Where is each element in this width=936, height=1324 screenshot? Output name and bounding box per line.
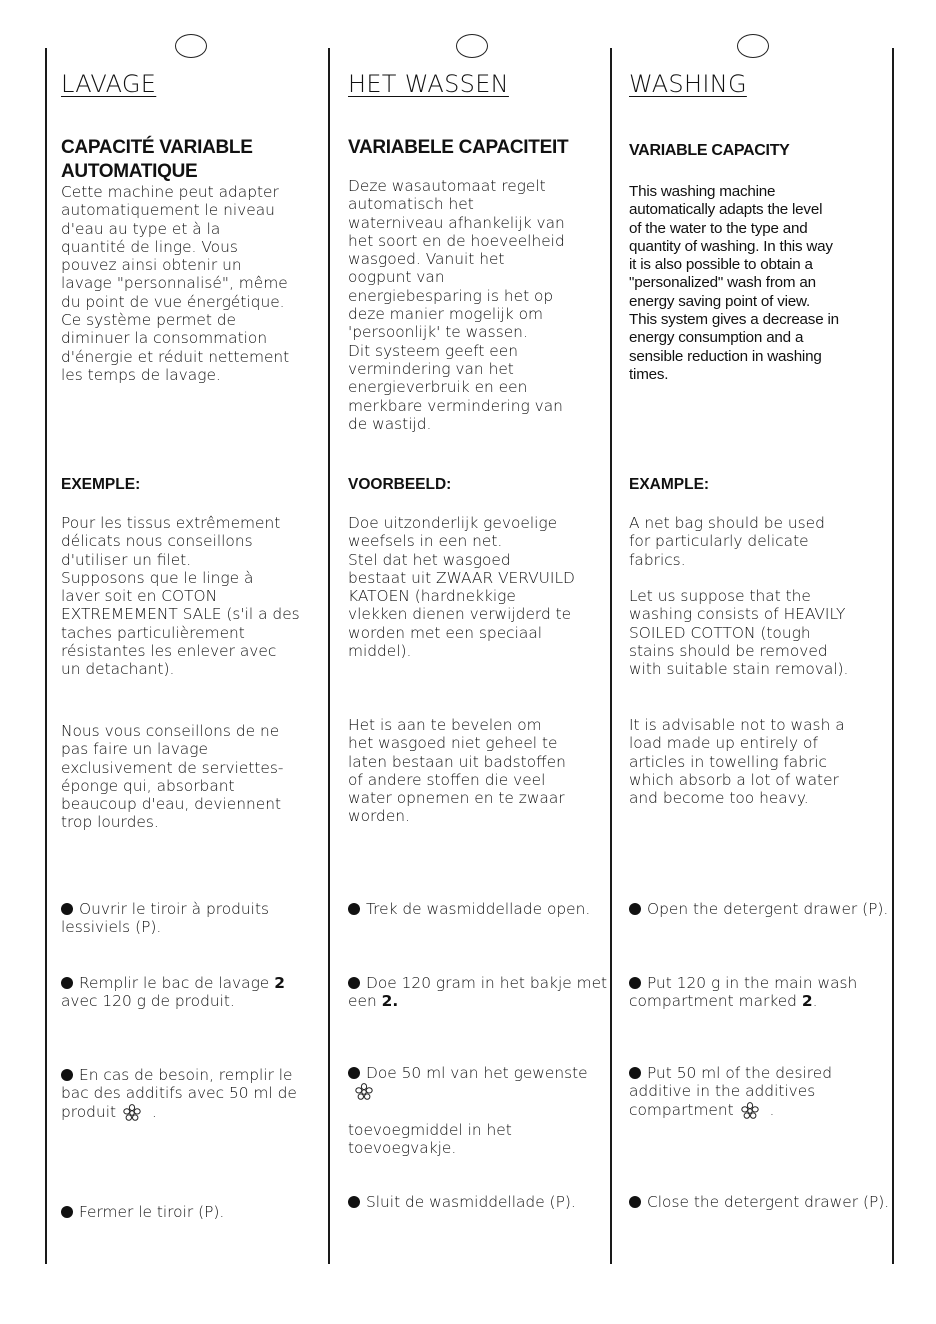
language-marker-oval xyxy=(175,34,207,58)
step-fill-additive: Doe 50 ml van het gewenste toevoegmiddel in het toevoegvakje. xyxy=(348,1064,610,1157)
column-rule-left xyxy=(45,48,47,1264)
example-label: EXEMPLE: xyxy=(61,476,141,493)
example-paragraph: Doe uitzonderlijk gevoelige weefsels in een net. Stel dat het wasgoed bestaat uit ZWAAR VERVUILD KATOEN (hardnekkige vlekken dienen verwijderd te worden met een speciaal middel). xyxy=(348,514,575,661)
intro-paragraph: Cette machine peut adapter automatiquement le niveau d'eau au type et à la quantité de linge. Vous pouvez ainsi obtenir un lavage "personnalisé", même du point de vue énergétique. Ce système permet de diminuer la consommation d'énergie et réduit nettement les temps de lavage. xyxy=(61,183,290,384)
step-open-drawer: Ouvrir le tiroir à produits lessiviels (P). xyxy=(61,900,270,937)
compartment-number: 2. xyxy=(381,992,399,1011)
column-rule-mid-2 xyxy=(610,48,612,1264)
advice-paragraph: It is advisable not to wash a load made up entirely of articles in towelling fabric which absorb a lot of water and become too heavy. xyxy=(629,716,845,808)
compartment-number: 2 xyxy=(274,974,285,992)
step-fill-main-wash: Remplir le bac de lavage 2 avec 120 g de produit. xyxy=(61,974,285,1011)
bullet-icon xyxy=(629,977,641,989)
step-open-drawer: Trek de wasmiddellade open. xyxy=(348,900,610,918)
example-paragraph: Pour les tissus extrêmement délicats nous conseillons d'utiliser un filet. Supposons que le linge à laver soit en COTON EXTREMEMENT SALE (s'il a des taches particulièrement résistantes les enlever avec un detachant). xyxy=(61,514,300,679)
example-label: EXAMPLE: xyxy=(629,476,710,493)
language-marker-oval xyxy=(456,34,488,58)
bullet-icon xyxy=(348,1067,360,1079)
bullet-icon xyxy=(61,903,73,915)
bullet-icon xyxy=(61,1206,73,1218)
step-close-drawer: Sluit de wasmiddellade (P). xyxy=(348,1193,610,1211)
bullet-icon xyxy=(61,977,73,989)
bullet-icon xyxy=(629,1067,641,1079)
additive-flower-icon xyxy=(740,1101,760,1125)
step-fill-additive-continued: toevoegmiddel in het toevoegvakje. xyxy=(348,1120,512,1157)
advice-paragraph: Nous vous conseillons de ne pas faire un lavage exclusivement de serviettes- éponge qui, absorbant beaucoup d'eau, deviennent trop lourdes. xyxy=(61,722,284,832)
bullet-icon xyxy=(629,903,641,915)
bullet-icon xyxy=(348,1196,360,1208)
section-title: WASHING xyxy=(629,70,747,98)
step-close-drawer: Close the detergent drawer (P). xyxy=(629,1193,891,1211)
intro-paragraph: This washing machine automatically adapts the level of the water to the type and quantity of washing. In this way it is also possible to obtain a "personalized" wash from an energy saving point of view. This system gives a decrease in energy consumption and a sensible reduction in washing times. xyxy=(629,183,839,383)
section-heading: VARIABLE CAPACITY xyxy=(629,142,790,159)
step-fill-main-wash: Doe 120 gram in het bakje met een 2. xyxy=(348,974,608,1011)
section-title: LAVAGE xyxy=(61,70,157,98)
additive-flower-icon xyxy=(122,1103,142,1127)
step-fill-additive: Put 50 ml of the desired additive in the additives compartment . xyxy=(629,1064,891,1125)
bullet-icon xyxy=(61,1069,73,1081)
bullet-icon xyxy=(348,977,360,989)
section-heading: VARIABELE CAPACITEIT xyxy=(348,137,569,158)
step-open-drawer: Open the detergent drawer (P). xyxy=(629,900,891,918)
example-label: VOORBEELD: xyxy=(348,476,452,493)
compartment-number: 2 xyxy=(801,992,813,1011)
language-marker-oval xyxy=(737,34,769,58)
step-fill-main-wash: Put 120 g in the main wash compartment marked 2. xyxy=(629,974,858,1011)
section-heading: CAPACITÉ VARIABLE AUTOMATIQUE xyxy=(61,137,253,182)
column-rule-right xyxy=(892,48,894,1264)
bullet-icon xyxy=(348,903,360,915)
bullet-icon xyxy=(629,1196,641,1208)
advice-paragraph: Het is aan te bevelen om het wasgoed niet geheel te laten bestaan uit badstoffen of andere stoffen die veel water opnemen en te zwaar worden. xyxy=(348,716,566,826)
step-fill-additive: En cas de besoin, remplir le bac des additifs avec 50 ml de produit . xyxy=(61,1066,323,1127)
example-paragraph: A net bag should be used for particularly delicate fabrics. Let us suppose that the washing consists of HEAVILY SOILED COTTON (tough stains should be removed with suitable stain removal). xyxy=(629,514,849,679)
column-rule-mid-1 xyxy=(328,48,330,1264)
step-close-drawer: Fermer le tiroir (P). xyxy=(61,1203,323,1221)
intro-paragraph: Deze wasautomaat regelt automatisch het waterniveau afhankelijk van het soort en de hoeveelheid wasgoed. Vanuit het oogpunt van energiebesparing is het op deze manier mogelijk om 'persoonlijk' te wassen. Dit systeem geeft een vermindering van het energieverbruik en een merkbare vermindering van de wastijd. xyxy=(348,177,565,433)
section-title: HET WASSEN xyxy=(348,70,509,98)
additive-flower-icon xyxy=(354,1082,374,1106)
